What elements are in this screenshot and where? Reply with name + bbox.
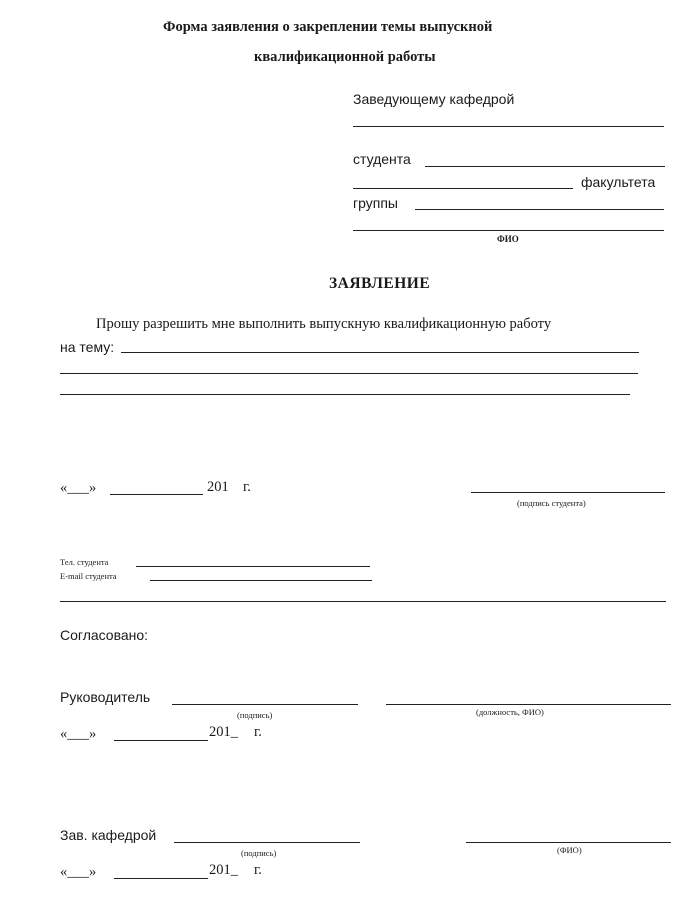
email-line (150, 580, 372, 581)
supervisor-position-line (386, 704, 671, 705)
student-signature-caption: (подпись студента) (517, 498, 586, 508)
faculty-line (353, 188, 573, 189)
form-title-line1: Форма заявления о закреплении темы выпускной (163, 19, 493, 35)
topic-line-3 (60, 394, 630, 395)
group-line (415, 209, 664, 210)
head-fio-line (466, 842, 671, 843)
head-of-dept-label: Зав. кафедрой (60, 827, 157, 843)
student-signature-line (471, 492, 665, 493)
head-name-line (353, 126, 664, 127)
group-label: группы (353, 195, 398, 211)
head-signature-caption: (подпись) (241, 848, 277, 858)
student-date-year-suffix: г. (243, 479, 251, 495)
supervisor-label: Руководитель (60, 689, 151, 705)
student-label: студента (353, 151, 411, 167)
supervisor-signature-caption: (подпись) (237, 710, 273, 720)
email-label: E-mail студента (60, 571, 117, 581)
head-date-year: 201_ (209, 862, 238, 878)
student-date-day: «___» (60, 480, 97, 496)
supervisor-date-month-line (114, 740, 208, 741)
statement-heading: ЗАЯВЛЕНИЕ (329, 275, 431, 292)
head-fio-caption: (ФИО) (557, 845, 582, 855)
supervisor-signature-line (172, 704, 358, 705)
fio-caption: ФИО (497, 234, 519, 244)
supervisor-position-caption: (должность, ФИО) (476, 707, 544, 717)
head-date-year-suffix: г. (254, 862, 262, 878)
fio-line (353, 230, 664, 231)
phone-line (136, 566, 370, 567)
addressee-head-label: Заведующему кафедрой (353, 91, 515, 107)
supervisor-date-day: «___» (60, 726, 97, 742)
head-date-month-line (114, 878, 208, 879)
student-name-line (425, 166, 665, 167)
head-date-day: «___» (60, 864, 97, 880)
request-text-line1: Прошу разрешить мне выполнить выпускную квалификационную работу (96, 316, 552, 332)
student-date-month-line (110, 494, 203, 495)
topic-line-2 (60, 373, 638, 374)
faculty-label: факультета (581, 174, 656, 190)
request-text-line2: на тему: (60, 339, 115, 355)
agreed-label: Согласовано: (60, 627, 149, 643)
supervisor-date-year-suffix: г. (254, 724, 262, 740)
topic-line-1 (121, 352, 639, 353)
supervisor-date-year: 201_ (209, 724, 238, 740)
student-date-year: 201 (207, 479, 229, 495)
phone-label: Тел. студента (60, 557, 109, 567)
head-signature-line (174, 842, 360, 843)
form-title-line2: квалификационной работы (254, 49, 436, 65)
contacts-separator-line (60, 601, 666, 602)
